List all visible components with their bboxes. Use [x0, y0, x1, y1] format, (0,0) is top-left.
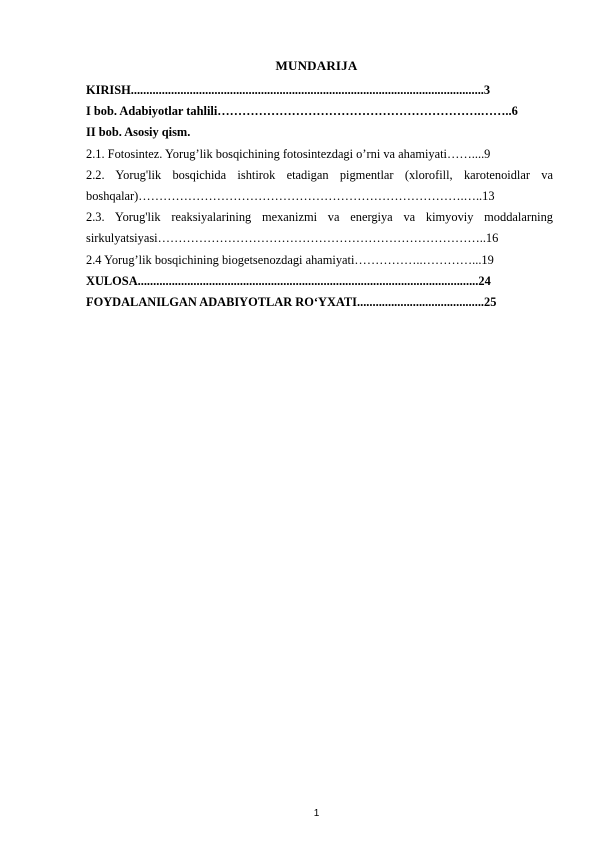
toc-entry-references: FOYDALANILGAN ADABIYOTLAR RO‘YXATI.........................................25	[86, 295, 497, 310]
toc-entry-chapter-1: I bob. Adabiyotlar tahlili……………………………………………………….……..6	[86, 104, 518, 119]
toc-entry-chapter-2: II bob. Asosiy qism.	[86, 125, 191, 140]
toc-entry-kirish: KIRISH..................................................................................................................3	[86, 83, 491, 97]
toc-entry-section-2-4: 2.4 Yorug’lik bosqichining biogetsenozdagi ahamiyati……………..…………...19	[86, 252, 494, 267]
page-number: 1	[313, 808, 320, 819]
toc-entry-section-2-2-line-1: 2.2. Yorug'lik bosqichida ishtirok etadigan pigmentlar (xlorofill, karotenoidlar va	[86, 167, 553, 182]
toc-entry-section-2-1: 2.1. Fotosintez. Yorug’lik bosqichining fotosintezdagi o’rni va ahamiyati……....9	[86, 146, 491, 161]
toc-entry-section-2-3-line-2: sirkulyatsiyasi……………………………………………………………………..16	[86, 231, 499, 246]
toc-entry-section-2-3-line-1: 2.3. Yorug'lik reaksiyalarining mexanizmi va energiya va kimyoviy moddalarning	[86, 210, 553, 225]
toc-entry-xulosa: XULOSA..............................................................................................................24	[86, 273, 491, 288]
toc-entry-section-2-2-line-2: boshqalar)…………………………………………………………………….…..13	[86, 189, 495, 204]
page-title: MUNDARIJA	[275, 58, 358, 73]
table-of-contents	[86, 80, 553, 313]
